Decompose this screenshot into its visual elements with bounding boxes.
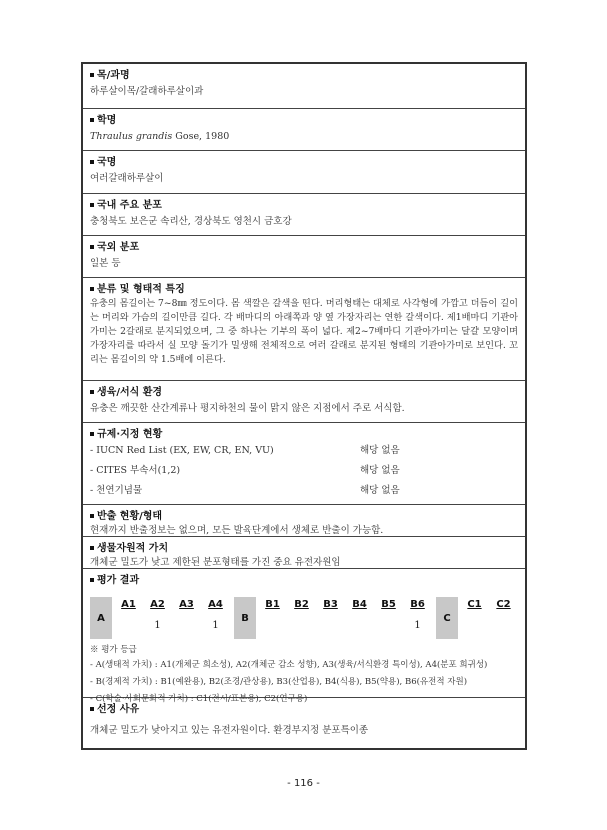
export-row xyxy=(83,505,525,537)
notes-line: - C(학술·사회문화적 가치) : C1(전시/표본용), C2(연구용) xyxy=(90,694,308,704)
genus-species: Thraulus grandis xyxy=(90,131,173,142)
group-b-box: B xyxy=(234,597,256,639)
order-row xyxy=(83,64,525,109)
group-c-cols xyxy=(460,597,518,639)
domestic-heading: 국내 주요 분포 xyxy=(90,199,518,212)
sci-name-text xyxy=(90,130,518,144)
value-text: 개체군 밀도가 낮고 제한된 분포형태를 가진 중요 유전자원임 xyxy=(90,557,341,568)
taxonomy-row xyxy=(83,278,525,381)
habitat-row xyxy=(83,381,525,423)
notes-line: - A(생태적 가치) : A1(개체군 희소성), A2(개체군 감소 성향), A3(생육/서식환경 특이성), A4(분포 희귀성) xyxy=(90,660,488,670)
eval-col-c1: C1 xyxy=(467,599,482,610)
overseas-heading: 국외 분포 xyxy=(90,241,518,254)
bullet-square-icon xyxy=(90,390,94,394)
notes-line: - B(경제적 가치) : B1(예완용), B2(조경/관상용), B3(산업용), B4(식용), B5(약용), B6(유전적 자원) xyxy=(90,677,468,687)
notes-title: ※ 평가 등급 xyxy=(90,645,137,655)
habitat-text: 유충은 깨끗한 산간계류나 평지하천의 물이 맑지 않은 지점에서 주로 서식함. xyxy=(90,403,405,414)
bullet-square-icon xyxy=(90,245,94,249)
group-c-box: C xyxy=(436,597,458,639)
bullet-square-icon xyxy=(90,287,94,291)
eval-col-a3: A3 xyxy=(179,599,194,610)
evaluation-heading: 평가 결과 xyxy=(90,574,518,587)
kor-name-text: 여러갈래하루살이 xyxy=(90,173,164,184)
sci-name-row xyxy=(83,109,525,151)
export-text: 현재까지 반출정보는 없으며, 모든 발육단계에서 생체로 반출이 가능함. xyxy=(90,525,384,536)
eval-col-b4: B4 xyxy=(352,599,367,610)
kor-name-row xyxy=(83,151,525,194)
species-info-table xyxy=(81,62,527,750)
regulation-item: - CITES 부속서(1,2) 해당 없음 xyxy=(90,465,400,476)
export-heading: 반출 현황/형태 xyxy=(90,510,518,523)
regulation-list xyxy=(90,441,518,501)
regulation-row xyxy=(83,423,525,505)
eval-col-a1: A1 xyxy=(121,599,136,610)
domestic-text: 충청북도 보은군 속리산, 경상북도 영천시 금호강 xyxy=(90,216,292,227)
eval-col-a2: A2 1 xyxy=(150,599,165,631)
bullet-square-icon xyxy=(90,514,94,518)
page-number: - 116 - xyxy=(287,778,320,789)
bullet-square-icon xyxy=(90,118,94,122)
order-text: 하루살이목/갈래하루살이과 xyxy=(90,86,204,97)
bullet-square-icon xyxy=(90,432,94,436)
eval-col-b6: B6 1 xyxy=(410,599,425,631)
taxonomy-heading: 분류 및 형태적 특징 xyxy=(90,283,518,296)
domestic-row xyxy=(83,194,525,236)
evaluation-grid xyxy=(90,597,518,639)
bullet-square-icon xyxy=(90,160,94,164)
value-row xyxy=(83,537,525,569)
reason-text: 개체군 밀도가 낮아지고 있는 유전자원이다. 환경부지정 분포특이종 xyxy=(90,725,369,736)
taxonomy-text: 유충의 몸길이는 7~8㎜ 정도이다. 몸 색깔은 갈색을 띤다. 머리형태는 대체로 사각형에 가깝고 더듬이 길이는 머리와 가슴의 길이만큼 길다. 각 배마디의 아래쪽과 양 옆 가장자리는 연한 갈색이다. 제1배마디 기관아가미는 2갈래로 분지되었으며, 그 중 하나는 기부의 폭이 넓다. 제2~7배마디 기관아가미는 달걀 모양이며 가장자리를 따라서 실 모양 돌기가 밀생해 전체적으로 여러 갈래로 분지된 형태의 기관아가미로 보인다. 꼬리는 몸길이의 약 1.5배에 이른다. xyxy=(90,298,518,365)
evaluation-row xyxy=(83,569,525,704)
eval-col-c2: C2 xyxy=(496,599,511,610)
order-heading: 목/과명 xyxy=(90,69,518,82)
group-a-box: A xyxy=(90,597,112,639)
group-a-cols xyxy=(114,597,230,639)
overseas-row xyxy=(83,236,525,278)
eval-col-b5: B5 xyxy=(381,599,396,610)
habitat-heading: 생육/서식 환경 xyxy=(90,386,518,399)
bullet-square-icon xyxy=(90,73,94,77)
regulation-item: - 천연기념물 해당 없음 xyxy=(90,485,400,496)
overseas-text: 일본 등 xyxy=(90,258,121,269)
bullet-square-icon xyxy=(90,707,94,711)
bullet-square-icon xyxy=(90,546,94,550)
value-heading: 생물자원적 가치 xyxy=(90,542,518,555)
author-year: Gose, 1980 xyxy=(172,131,230,142)
regulation-heading: 규제·지정 현황 xyxy=(90,428,518,441)
eval-col-b3: B3 xyxy=(323,599,338,610)
eval-col-b1: B1 xyxy=(265,599,280,610)
kor-name-heading: 국명 xyxy=(90,156,518,169)
sci-name-heading: 학명 xyxy=(90,114,518,127)
regulation-item: - IUCN Red List (EX, EW, CR, EN, VU) 해당 없음 xyxy=(90,445,400,456)
reason-heading: 선정 사유 xyxy=(90,703,518,716)
group-b-cols xyxy=(258,597,432,639)
eval-col-a4: A4 1 xyxy=(208,599,223,631)
eval-col-b2: B2 xyxy=(294,599,309,610)
bullet-square-icon xyxy=(90,578,94,582)
bullet-square-icon xyxy=(90,203,94,207)
